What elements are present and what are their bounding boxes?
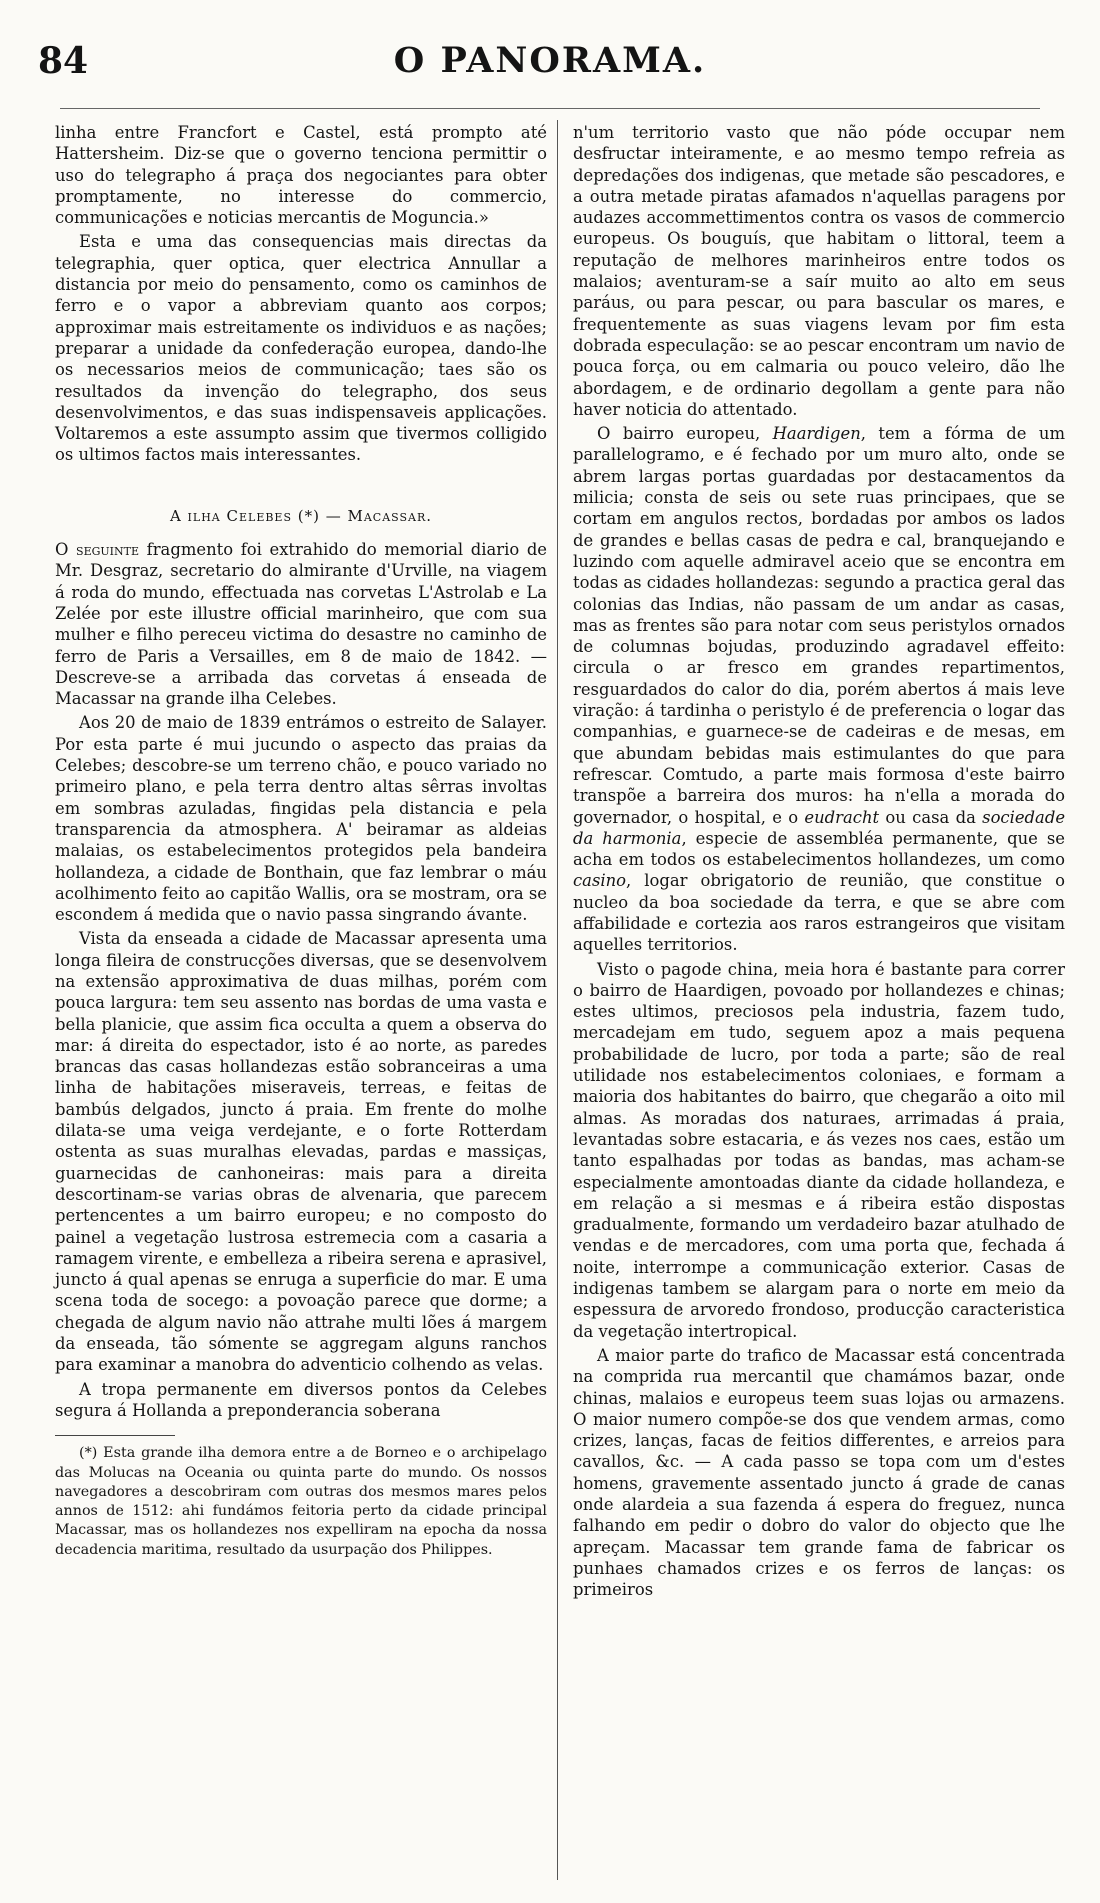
paragraph: linha entre Francfort e Castel, está prompto até Hattersheim. Diz-se que o governo tenciona permittir o uso do telegrapho á praça dos negociantes para obter promptamente, no interesse do commercio, communicações e noticias mercantis de Moguncia.»	[55, 123, 547, 228]
paragraph-text: ou casa da	[885, 807, 976, 827]
paragraph-text: fragmento foi extrahido do memorial diario de Mr. Desgraz, secretario do almirante d'Urville, na viagem á roda do mundo, effectuada nas corvetas L'Astrolab e La Zelée por este illustre official marinheiro, que com sua mulher e filho pereceu victima do desastre no caminho de ferro de Paris a Versailles, em 8 de maio de 1842. — Descreve-se a arribada das corvetas á enseada de Macassar na grande ilha Celebes.	[55, 540, 548, 709]
page-header	[0, 40, 1100, 100]
paragraph	[573, 423, 1065, 955]
paragraph: Aos 20 de maio de 1839 entrámos o estreito de Salayer. Por esta parte é mui jucundo o aspecto das praias da Celebes; descobre-se um terreno chão, e pouco variado no primeiro plano, e pela terra dentro altas sêrras involtas em sombras azuladas, fingidas pela distancia e pela transparencia da atmosphera. A' beiramar as aldeias malaias, os estabelecimentos protegidos pela bandeira hollandeza, a cidade de Bonthain, que faz lembrar o máu acolhimento feito ao capitão Wallis, ora se mostram, ora se escondem á medida que o navio passa singrando ávante.	[55, 713, 547, 925]
paragraph: Visto o pagode china, meia hora é bastante para correr o bairro de Haardigen, povoado por hollandezes e chinas; estes ultimos, preciosos pela industria, fazem tudo, mercadejam em tudo, seguem apoz a mais pequena probabilidade de lucro, por toda a parte; são de real utilidade nos estabelecimentos coloniaes, e formam a maioria dos habitantes do bairro, que chegarão a oito mil almas. As moradas dos naturaes, arrimadas á praia, levantadas sobre estacaria, e ás vezes nos caes, estão um tanto espalhadas por todas as bandas, mas acham-se especialmente amontoadas diante da cidade hollandeza, e em relação a si mesmas e á ribeira estão dispostas gradualmente, formando um verdadeiro bazar atulhado de vendas e de mercadores, com uma porta que, fechada á noite, interrompe a communicação exterior. Casas de indigenas tambem se alargam para o norte em meio da espessura de arvoredo frondoso, producção caracteristica da vegetação intertropical.	[573, 959, 1065, 1341]
right-column	[573, 122, 1065, 1603]
paragraph-text: , especie de assembléa permanente, que se acha em todos os estabelecimentos hollandezes, um como	[573, 828, 1065, 870]
left-column	[55, 122, 547, 1563]
column-divider	[557, 120, 558, 1880]
italic-term: eudracht	[804, 807, 880, 827]
lead-words: O seguinte	[55, 540, 140, 560]
paragraph-text: , tem a fórma de um parallelogramo, e é fechado por um muro alto, onde se abrem largas portas guardadas por destacamentos da milicia; consta de seis ou sete ruas principaes, que se cortam em angulos rectos, bordadas por ambos os lados de grandes e bellas casas de pedra e cal, branquejando e luzindo com aquelle admiravel aceio que se encontra em todas as cidades hollandezas: segundo a practica geral das colonias das Indias, não passam de um andar as casas, mas as frentes são para notar com seus peristylos ornados de columnas bojudas, produzindo agradavel effeito: circula o ar fresco em grandes repartimentos, resguardados do calor do dia, porém abertos á mais leve viração: á tardinha o peristylo é de preferencia o logar das companhias, e guarnece-se de cadeiras e de mesas, em que abundam bebidas mais estimulantes do que para refrescar. Comtudo, a parte mais formosa d'este bairro transpõe a barreira dos muros: ha n'ella a morada do governador, o hospital, e o	[573, 424, 1065, 827]
section-title: A ilha Celebes (*) — Macassar.	[169, 506, 433, 525]
italic-term: casino	[573, 871, 627, 891]
paragraph: n'um territorio vasto que não póde occupar nem desfructar inteiramente, e ao mesmo tempo refreia as depredações dos indigenas, que metade são pescadores, e a outra metade piratas afamados n'aquellas paragens por audazes accommettimentos contra os vasos de commercio europeus. Os bouguís, que habitam o littoral, teem a reputação de melhores marinheiros entre todos os malaios; aventuram-se a saír muito ao alto em seus paráus, ou para pescar, ou para bascular os mares, e frequentemente as suas viagens levam por fim esta dobrada especulação: se ao pescar encontram um navio de pouca força, ou em calmaria ou pouco veleiro, dão lhe abordagem, e de ordinario degollam a gente para não haver noticia do attentado.	[573, 123, 1065, 419]
running-title: O PANORAMA.	[393, 40, 707, 81]
italic-term: sociedade da harmonia	[573, 807, 1066, 848]
footnote-separator	[55, 1435, 175, 1436]
paragraph: Esta e uma das consequencias mais directas da telegraphia, quer optica, quer electrica Annullar a distancia por meio do pensamento, como os caminhos de ferro e o vapor a abbreviam quanto aos corpos; approximar mais estreitamente os individuos e as nações; preparar a unidade da confederação europea, dando-lhe os necessarios meios de communicação; taes são os resultados da invenção do telegrapho, dos seus desenvolvimentos, e das suas indispensaveis applicações. Voltaremos a este assumpto assim que tivermos colligido os ultimos factos mais interessantes.	[55, 232, 547, 465]
paragraph: A maior parte do trafico de Macassar está concentrada na comprida rua mercantil que chamámos bazar, onde chinas, malaios e europeus teem suas lojas ou armazens. O maior numero compõe-se dos que vendem armas, como crizes, lanças, facas de feitios differentes, e arreios para cavallos, &c. — A cada passo se topa com um d'estes homens, gravemente assentado juncto á grade de canas onde alardeia a sua fazenda á espera do freguez, nunca falhando em pedir o dobro do valor do objecto que lhe apreçam. Macassar tem grande fama de fabricar os punhaes chamados crizes e os ferros de lanças: os primeiros	[573, 1345, 1065, 1600]
paragraph-text: O bairro europeu,	[597, 424, 761, 444]
paragraph-text: , logar obrigatorio de reunião, que constitue o nucleo da boa sociedade da terra, e que se abre com affabilidade e cortezia aos raros estrangeiros que visitam aquelles territorios.	[573, 871, 1065, 955]
page-number: 84	[38, 40, 89, 82]
paragraph: A tropa permanente em diversos pontos da Celebes segura á Hollanda a preponderancia soberana	[55, 1379, 547, 1420]
header-rule	[60, 108, 1040, 109]
italic-term: Haardigen	[772, 424, 861, 444]
paragraph: Vista da enseada a cidade de Macassar apresenta uma longa fileira de construcções diversas, que se desenvolvem na extensão approximativa de duas milhas, porém com pouca largura: tem seu assento nas bordas de uma vasta e bella planicie, que assim fica occulta a quem a observa do mar: á direita do espectador, isto é ao norte, as paredes brancas das casas hollandezas estão sobranceiras a uma linha de habitações miseraveis, terreas, e feitas de bambús delgados, juncto á praia. Em frente do molhe dilata-se uma veiga verdejante, e o forte Rotterdam ostenta as suas muralhas elevadas, pardas e massiças, guarnecidas de canhoneiras: mais para a direita descortinam-se varias obras de alvenaria, que parecem pertencentes a um bairro europeu; e no composto do painel a vegetação lustrosa estremecia com a casaria a ramagem virente, e embelleza a ribeira serena e aprasivel, juncto á qual apenas se enruga a superficie do mar. E uma scena toda de socego: a povoação parece que dorme; a chegada de algum navio não attrahe multi lões á margem da enseada, tão sómente se aggregam alguns ranchos para examinar a manobra do adventicio colhendo as velas.	[55, 929, 547, 1375]
footnote: (*) Esta grande ilha demora entre a de Borneo e o archipelago das Molucas na Oceania ou quinta parte do mundo. Os nossos navegadores a descobriram com outras dos mesmos mares pelos annos de 1512: ahi fundámos feitoria perto da cidade principal Macassar, mas os hollandezes nos expelliram na epocha da nossa decadencia maritima, resultado da usurpação dos Philippes.	[55, 1445, 547, 1558]
paragraph	[55, 539, 547, 709]
